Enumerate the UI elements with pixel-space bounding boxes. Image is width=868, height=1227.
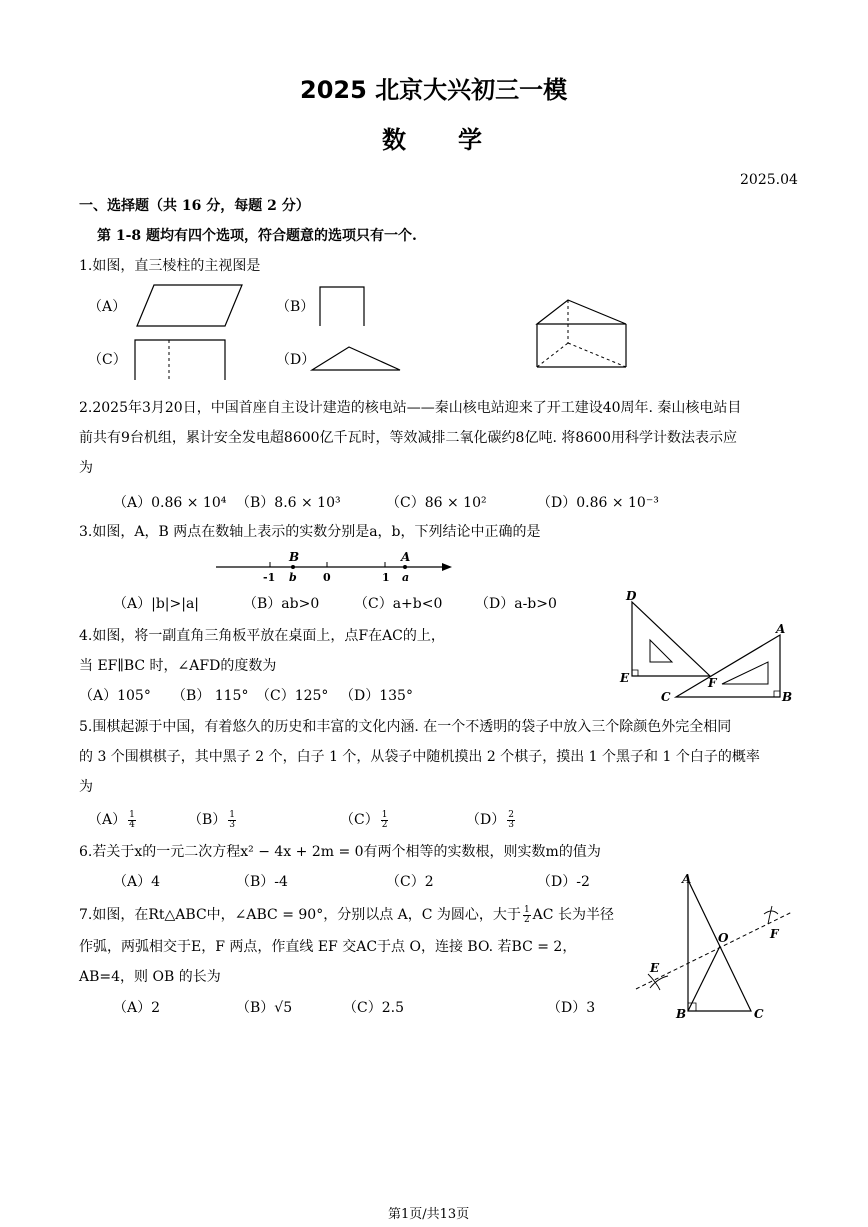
q7-option-d: （D）3 (547, 1000, 596, 1016)
q3-option-d: （D）a-b>0 (475, 596, 557, 612)
q2-option-a: （A）0.86 × 10⁴ (113, 495, 227, 511)
numberline-tick-1: 1 (382, 571, 390, 584)
q3-option-b: （B）ab>0 (243, 596, 320, 612)
q5-option-a-fraction: $\frac{1}{4}$ (129, 809, 135, 830)
numberline-tick--1: -1 (263, 571, 276, 584)
q4-option-d: （D）135° (340, 688, 413, 704)
q6-option-d: （D）-2 (537, 874, 590, 890)
q6-stem: 6.若关于x的一元二次方程x² − 4x + 2m = 0有两个相等的实数根，则实数m的值为 (79, 844, 601, 860)
q3-option-a: （A）|b|>|a| (113, 596, 200, 612)
q2-line-2: 前共有9台机组，累计安全发电超8600亿千瓦时，等效减排二氧化碳约8亿吨. 将8600用科学计数法表示应 (79, 430, 737, 446)
q7-half-fraction: $\frac{1}{2}$ (523, 904, 530, 925)
q2-line-1: 2.2025年3月20日，中国首座自主设计建造的核电站——秦山核电站迎来了开工建设40周年. 秦山核电站目 (79, 400, 742, 416)
q2-option-d: （D）0.86 × 10⁻³ (537, 495, 659, 511)
numberline-tick-b: b (289, 571, 297, 584)
q5-line-1: 5.围棋起源于中国，有着悠久的历史和丰富的文化内涵. 在一个不透明的袋子中放入三个除颜色外完全相同 (79, 719, 732, 735)
q7-option-b: （B）√5 (236, 1000, 293, 1016)
q5-option-b-fraction: $\frac{1}{3}$ (229, 809, 236, 830)
q7-label-o: O (718, 931, 729, 945)
q2-option-c: （C）86 × 10² (386, 495, 487, 511)
q4-label-a: A (776, 622, 786, 636)
section-heading: 一、选择题（共 16 分，每题 2 分） (79, 198, 310, 214)
q7-line-3: AB=4，则 OB 的长为 (79, 969, 221, 985)
q5-option-d-label: （D） (466, 812, 506, 828)
q4-option-c: （C）125° (256, 688, 329, 704)
numberline-label-b-point: B (289, 550, 300, 564)
q5-line-3: 为 (79, 779, 93, 795)
q1-option-d-label: （D） (276, 352, 316, 368)
q7-line-1-start: 7.如图，在Rt△ABC中，∠ABC = 90°，分别以点 A，C 为圆心，大于 (79, 907, 521, 923)
q6-option-c: （C）2 (386, 874, 434, 890)
subject-title: 数学 (382, 126, 534, 154)
q4-label-b: B (782, 690, 793, 704)
q7-label-a: A (682, 872, 692, 886)
q1-stem: 1.如图，直三棱柱的主视图是 (79, 258, 261, 274)
q3-stem: 3.如图，A，B 两点在数轴上表示的实数分别是a，b，下列结论中正确的是 (79, 524, 541, 540)
q7-label-e: E (650, 961, 660, 975)
q5-option-c-label: （C） (340, 812, 379, 828)
q5-option-a-label: （A） (88, 812, 127, 828)
q3-option-c: （C）a+b<0 (354, 596, 443, 612)
q7-line-1-end: AC 长为半径 (532, 907, 614, 923)
q7-label-b: B (676, 1007, 687, 1021)
numberline-tick-a: a (402, 571, 410, 584)
q7-option-a: （A）2 (113, 1000, 161, 1016)
exam-title: 2025 北京大兴初三一模 (300, 76, 568, 104)
q6-option-a: （A）4 (113, 874, 161, 890)
q4-label-f: F (708, 676, 717, 690)
q4-option-b: （B） 115° (172, 688, 249, 704)
q4-option-a: （A）105° (79, 688, 151, 704)
q4-line-2: 当 EF∥BC 时，∠AFD的度数为 (79, 658, 277, 674)
q7-option-c: （C）2.5 (343, 1000, 404, 1016)
q7-label-c: C (754, 1007, 764, 1021)
numberline-label-a-point: A (401, 550, 411, 564)
q4-label-c: C (661, 690, 671, 704)
q5-line-2: 的 3 个围棋棋子，其中黑子 2 个，白子 1 个，从袋子中随机摸出 2 个棋子，摸出 1 个黑子和 1 个白子的概率 (79, 749, 760, 765)
q5-option-c-fraction: $\frac{1}{2}$ (381, 809, 388, 830)
q7-line-2: 作弧，两弧相交于E，F 两点，作直线 EF 交AC于点 O，连接 BO. 若BC = 2， (79, 939, 577, 955)
q1-option-a-label: （A） (88, 299, 127, 315)
q4-label-e: E (620, 671, 630, 685)
q7-label-f: F (770, 927, 779, 941)
q4-line-1: 4.如图，将一副直角三角板平放在桌面上，点F在AC的上， (79, 628, 445, 644)
q4-label-d: D (626, 589, 637, 603)
page-footer: 第1页/共13页 (388, 1207, 470, 1222)
q1-option-c-label: （C） (88, 352, 127, 368)
q6-option-b: （B）-4 (236, 874, 288, 890)
q2-option-b: （B）8.6 × 10³ (236, 495, 341, 511)
q2-line-3: 为 (79, 460, 93, 476)
q5-option-b-label: （B） (188, 812, 227, 828)
q5-option-d-fraction: $\frac{2}{3}$ (508, 809, 514, 830)
section-instruction: 第 1-8 题均有四个选项，符合题意的选项只有一个. (97, 228, 417, 244)
q1-option-b-label: （B） (276, 299, 315, 315)
numberline-tick-0: 0 (323, 571, 331, 584)
exam-date: 2025.04 (740, 172, 798, 188)
